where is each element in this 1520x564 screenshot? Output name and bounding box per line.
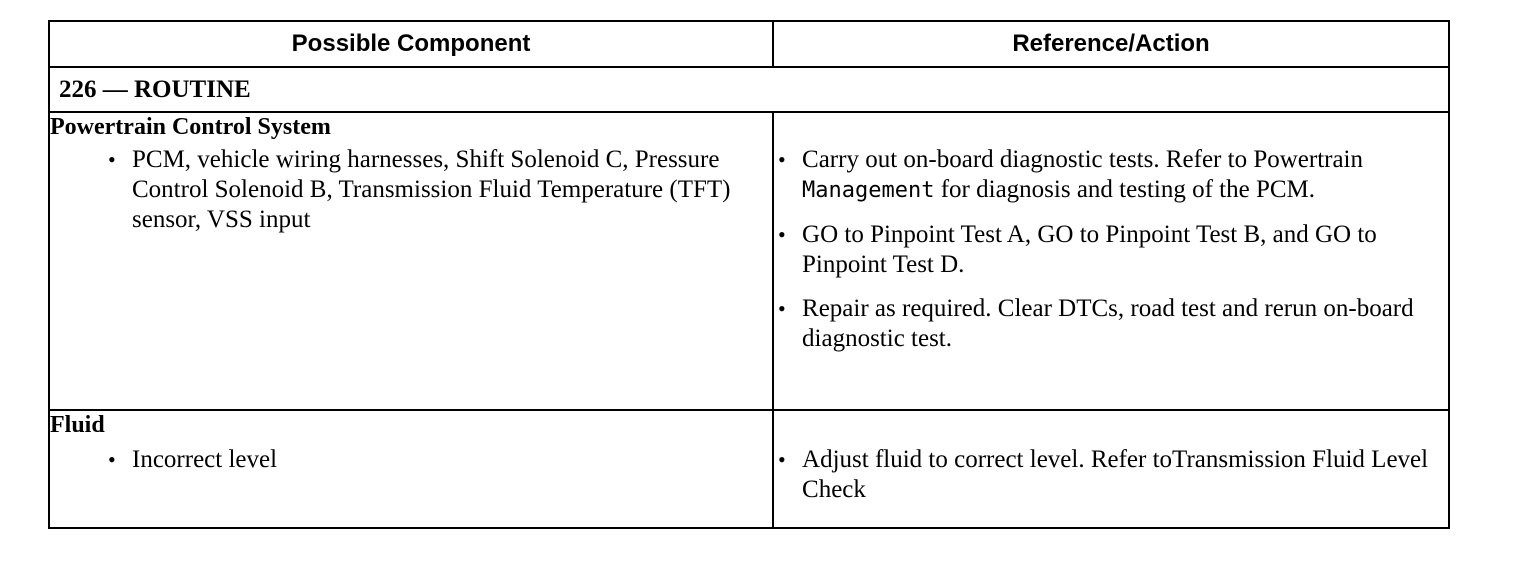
list-item <box>108 145 772 235</box>
action-text: GO to Pinpoint Test A, GO to Pinpoint Test B, and GO to Pinpoint Test D. <box>802 221 1377 278</box>
component-cell <box>49 112 773 410</box>
bullet-icon: • <box>778 222 786 247</box>
bullet-icon: • <box>108 147 116 172</box>
list-item <box>778 445 1448 505</box>
group-title: Fluid <box>50 412 105 438</box>
action-text-pre: Carry out on-board diagnostic tests. Refer to Powertrain <box>802 146 1364 173</box>
list-item <box>778 145 1448 206</box>
bullet-icon: • <box>778 296 786 321</box>
diagnostic-table <box>48 20 1450 529</box>
section-title: 226 — ROUTINE <box>49 67 1449 112</box>
bullet-icon: • <box>778 447 786 472</box>
component-text: Incorrect level <box>132 446 278 473</box>
component-list <box>50 145 772 235</box>
list-item <box>778 220 1448 280</box>
action-text-post: for diagnosis and testing of the PCM. <box>934 176 1316 203</box>
action-cell <box>773 410 1449 528</box>
component-cell <box>49 410 773 528</box>
action-text: Adjust fluid to correct level. Refer toTransmission Fluid Level Check <box>802 446 1429 503</box>
component-list <box>50 445 772 475</box>
group-title: Powertrain Control System <box>50 114 331 140</box>
action-cell <box>773 112 1449 410</box>
header-reference-action: Reference/Action <box>773 21 1449 67</box>
action-list <box>774 145 1448 354</box>
action-list <box>774 445 1448 505</box>
bullet-icon: • <box>108 447 116 472</box>
list-item <box>108 445 772 475</box>
bullet-icon: • <box>778 147 786 172</box>
action-text-mono: Management <box>802 178 935 203</box>
table-row <box>49 410 1449 528</box>
list-item <box>778 294 1448 354</box>
table-row <box>49 112 1449 410</box>
section-row <box>49 67 1449 112</box>
header-possible-component: Possible Component <box>49 21 773 67</box>
component-text: PCM, vehicle wiring harnesses, Shift Solenoid C, Pressure Control Solenoid B, Transmission Fluid Temperature (TFT) sensor, VSS input <box>132 146 731 233</box>
action-text: Repair as required. Clear DTCs, road test and rerun on-board diagnostic test. <box>802 295 1414 352</box>
table-header-row <box>49 21 1449 67</box>
